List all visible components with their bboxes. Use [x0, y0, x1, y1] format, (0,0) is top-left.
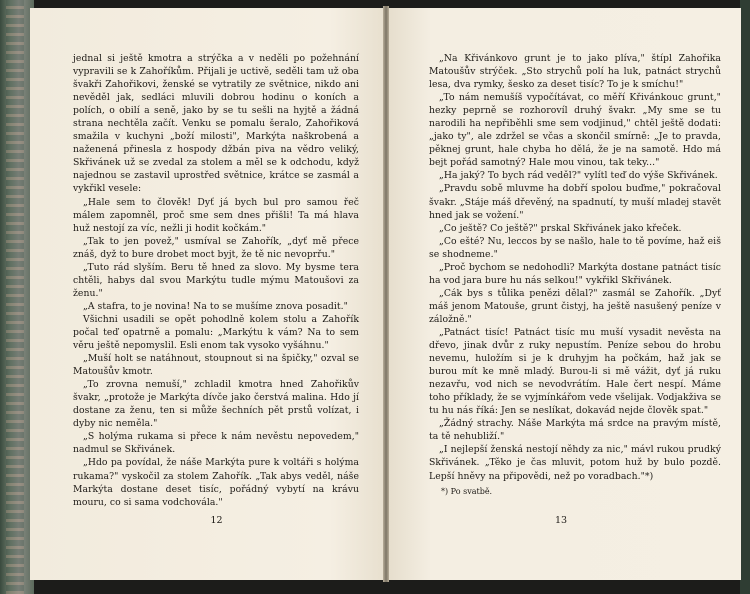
book-cover-edge-left: [0, 0, 34, 594]
paragraph: „Co ešté? Nu, leccos by se našlo, hale to tě povíme, haž eiš se shodneme.": [429, 235, 721, 260]
paragraph: „S holýma rukama si přece k nám nevěstu nepovedem," nadmul se Skřivánek.: [73, 431, 359, 456]
paragraph: jednal si ještě kmotra a strýčka a v neděli po požehnání vypravili se k Zahoříkům. Přijali je uctivě, seděli tam už oba švakři Zahořikovi, ženské se vytratily ze světnice, nikdo ani nevěděl jak, sedláci mluvili dobrou hodinu o koních a polích, o obilí a seně, jako by se tu sešli na hyjtě a žádná strana nechtěla začít. Venku se pomalu šeralo, Zahořiková smažila v kuchyni „boží milosti", Markýta naškrobená a naženená přinesla z hospody džbán piva na vědro veliký, Skřivánek už se zvedal za stolem a měl se k odchodu, když najednou se zastavil uprostřed světnice, krátce se zasmál a vykřikl vesele:: [73, 53, 359, 195]
paragraph: Všichni usadili se opět pohodlně kolem stolu a Zahořík počal teď opatrně a pomalu: „Markýtu k vám? Na to sem věru ještě nepomyslil. Esli enom tak vysoko vyšáhnu.": [73, 313, 359, 352]
left-page-text: [73, 52, 359, 509]
paragraph: „Ha jaký? To bych rád veděl?" vylítl teď do výše Skřivánek.: [439, 170, 718, 182]
paragraph: „Patnáct tisíc! Patnáct tisíc mu muší vysadit nevěsta na dřevo, jinak dvůr z ruky nepustím. Peníze sebou do hrobu nevemu, huložím si je k druhyjm ha počkám, haž jak se burou mít ke mně mladý. Burou-li si mě vážit, dyť já ruku nezavřu, vod nich se nevodvrátím. Hale čert nespí. Máme toho příklady, že se vyjmínkářom vede všelijak. Vodjakživa se tu hu nás říká: Jen se neslíkat, dokavád nejde člověk spat.": [429, 326, 721, 417]
paragraph: „Proč bychom se nedohodli? Markýta dostane patnáct tisíc ha vod jara bure hu nás selkou!" vykřikl Skřivánek.: [429, 261, 721, 286]
page-number: 12: [210, 515, 223, 526]
paragraph: „Hdo pa povídal, že náše Markýta pure k voltáři s holýma rukama?" vyskočil za stolem Zahořík. „Tak abys veděl, náše Markýta dostane deset tisíc, pořádný vybytí na krávu mouru, co si sama vodchovála.": [73, 457, 359, 508]
paragraph: „Cák bys s tůlika penězi dělal?" zasmál se Zahořík. „Dyť máš jenom Matouše, grunt čistyj, ha ještě nasušený peníze v záložně.": [429, 287, 721, 325]
paragraph: „To nám nemušíš vypočítávat, co měří Křivánkouc grunt," hezky peprně se rozhorovíl druhý švakr. „My sme se tu narodili ha nepřiběhli sme sem vodjinud," chtěl ještě dodati: „jako ty", ale zdržel se včas a skončil smírně: „Je to pravda, pěknej grunt, hale chyba ho dělá, že je na samotě. Hdo má bejt pořád samotný? Hale mou vinou, tak teky...": [429, 92, 721, 169]
book-cover-edge-right: [740, 0, 750, 594]
paragraph: „Na Křivánkovo grunt je to jako plíva," štípl Zahořika Matoušův strýček. „Sto strychů polí ha luk, patnáct strychů lesa, dva rymky, šesko za deset tisíc? To je k smíchu!": [429, 53, 721, 91]
page-number: 13: [554, 515, 568, 526]
footnote: *) Po svatbě.: [441, 486, 493, 496]
paragraph: „I nejlepší ženská nestojí něhdy za nic," mávl rukou prudký Skřivánek. „Těko je čas mluvit, potom huž by bulo pozdě. Lepší hněvy na připovědi, než po voradbach."*): [429, 444, 721, 482]
left-page: [30, 8, 383, 580]
paragraph: „Muší holt se natáhnout, stoupnout si na špičky," ozval se Matoušův kmotr.: [73, 353, 359, 378]
paragraph: „A stafra, to je novina! Na to se mušíme znova posadit.": [83, 300, 348, 312]
right-page-text: [429, 52, 721, 497]
paragraph: „Hale sem to člověk! Dyť já bych bul pro samou řeč málem zapomněl, proč sme sem dnes přišli! Ta má hlava huž nestojí za víc, nežli ji hodit kočkám.": [73, 196, 359, 234]
paragraph: „Co ještě? Co ještě?" prskal Skřivánek jako křeček.: [439, 222, 682, 234]
paragraph: „Žádný strachy. Náše Markýta má srdce na pravým místě, ta tě nehubliží.": [429, 418, 721, 443]
paragraph: „Tuto rád slyším. Beru tě hned za slovo. My bysme tera chtěli, habys dal svou Markýtu tudle mýmu Matoušovi za ženu.": [73, 261, 359, 299]
right-page: [389, 8, 741, 580]
paragraph: „Tak to jen povež," usmíval se Zahořík, „dyť mě přece znáš, dyž to bure drobet moct byjt, že tě nic nevoprřu.": [73, 235, 359, 260]
paragraph: „To zrovna nemuší," zchladil kmotra hned Zahořikův švakr, „protože je Markýta dívče jako čerstvá malina. Hdo jí dostane za ženu, ten si může šechních pět prstů volízat, i dyby nic neměla.": [73, 379, 359, 430]
paragraph: „Pravdu sobě mluvme ha dobří spolou buďme," pokračoval švakr. „Stáje máš dřevěný, na spadnutí, ty muší mladej stavět hned jak se vožení.": [429, 183, 721, 221]
